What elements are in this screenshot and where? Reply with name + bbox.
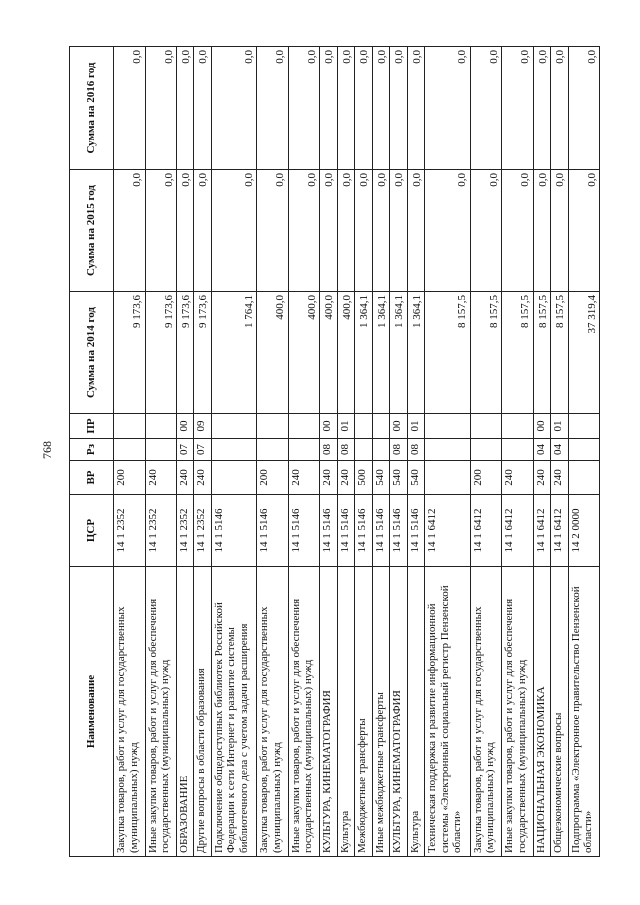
- cell-s2016: 0,0: [320, 47, 337, 170]
- cell-name: Межбюджетные трансферты: [355, 567, 372, 857]
- cell-csr: 14 1 5146: [320, 495, 337, 567]
- cell-s2016: 0,0: [533, 47, 550, 170]
- budget-table: [69, 46, 600, 857]
- cell-s2016: 0,0: [288, 47, 320, 170]
- cell-s2016: 0,0: [177, 47, 194, 170]
- cell-name: ОБРАЗОВАНИЕ: [177, 567, 194, 857]
- cell-s2015: 0,0: [407, 170, 424, 292]
- cell-vr: 240: [194, 461, 211, 495]
- header-csr: ЦСР: [70, 495, 114, 567]
- cell-pr: [470, 414, 502, 439]
- table-header-row: [70, 47, 114, 857]
- cell-s2014: 8 157,5: [551, 292, 568, 414]
- cell-pr: [257, 414, 289, 439]
- header-sum-2015: Сумма на 2015 год: [70, 170, 114, 292]
- table-row: [470, 47, 502, 857]
- cell-s2014: 400,0: [257, 292, 289, 414]
- header-sum-2016: Сумма на 2016 год: [70, 47, 114, 170]
- cell-rz: [114, 439, 146, 461]
- cell-pr: [502, 414, 534, 439]
- cell-rz: [211, 439, 257, 461]
- table-row: [114, 47, 146, 857]
- table-row: [533, 47, 550, 857]
- cell-name: Культура: [407, 567, 424, 857]
- cell-s2015: 0,0: [372, 170, 389, 292]
- cell-s2015: 0,0: [320, 170, 337, 292]
- cell-s2015: 0,0: [211, 170, 257, 292]
- cell-s2016: 0,0: [470, 47, 502, 170]
- cell-s2015: 0,0: [390, 170, 407, 292]
- cell-rz: [425, 439, 471, 461]
- cell-s2014: 9 173,6: [194, 292, 211, 414]
- page-number: 768: [40, 441, 54, 459]
- cell-s2015: 0,0: [551, 170, 568, 292]
- cell-s2016: 0,0: [502, 47, 534, 170]
- cell-s2014: 400,0: [320, 292, 337, 414]
- cell-s2015: 0,0: [257, 170, 289, 292]
- cell-vr: [425, 461, 471, 495]
- cell-csr: 14 2 0000: [568, 495, 600, 567]
- cell-csr: 14 1 6412: [425, 495, 471, 567]
- cell-name: Общеэкономические вопросы: [551, 567, 568, 857]
- cell-csr: 14 1 5146: [288, 495, 320, 567]
- cell-pr: 00: [177, 414, 194, 439]
- cell-name: Техническая поддержка и развитие информационной системы «Электронный социальный регистр Пензенской области»: [425, 567, 471, 857]
- cell-rz: 04: [533, 439, 550, 461]
- cell-s2014: 8 157,5: [533, 292, 550, 414]
- cell-s2014: 400,0: [288, 292, 320, 414]
- cell-name: Закупка товаров, работ и услуг для государственных (муниципальных) нужд: [470, 567, 502, 857]
- cell-s2016: 0,0: [372, 47, 389, 170]
- cell-s2015: 0,0: [177, 170, 194, 292]
- cell-s2014: 9 173,6: [114, 292, 146, 414]
- cell-s2014: 37 319,4: [568, 292, 600, 414]
- cell-vr: 240: [502, 461, 534, 495]
- cell-vr: 540: [407, 461, 424, 495]
- table-row: [288, 47, 320, 857]
- cell-pr: 01: [407, 414, 424, 439]
- cell-rz: [372, 439, 389, 461]
- cell-vr: 240: [177, 461, 194, 495]
- cell-csr: 14 1 2352: [145, 495, 177, 567]
- cell-s2015: 0,0: [114, 170, 146, 292]
- cell-s2015: 0,0: [533, 170, 550, 292]
- cell-pr: [211, 414, 257, 439]
- cell-s2016: 0,0: [355, 47, 372, 170]
- cell-s2016: 0,0: [568, 47, 600, 170]
- cell-csr: 14 1 5146: [372, 495, 389, 567]
- cell-name: Закупка товаров, работ и услуг для государственных (муниципальных) нужд: [257, 567, 289, 857]
- cell-vr: 240: [337, 461, 354, 495]
- cell-s2014: 1 764,1: [211, 292, 257, 414]
- cell-rz: [502, 439, 534, 461]
- cell-s2016: 0,0: [425, 47, 471, 170]
- cell-s2015: 0,0: [288, 170, 320, 292]
- cell-vr: 200: [257, 461, 289, 495]
- cell-s2015: 0,0: [425, 170, 471, 292]
- cell-s2015: 0,0: [337, 170, 354, 292]
- table-row: [372, 47, 389, 857]
- cell-name: Иные межбюджетные трансферты: [372, 567, 389, 857]
- cell-s2014: 1 364,1: [372, 292, 389, 414]
- cell-name: Подпрограмма «Электронное правительство Пензенской области»: [568, 567, 600, 857]
- cell-name: Культура: [337, 567, 354, 857]
- cell-pr: 01: [551, 414, 568, 439]
- cell-s2016: 0,0: [114, 47, 146, 170]
- cell-s2014: 8 157,5: [470, 292, 502, 414]
- cell-rz: 07: [177, 439, 194, 461]
- cell-s2014: 8 157,5: [425, 292, 471, 414]
- cell-s2016: 0,0: [551, 47, 568, 170]
- cell-s2016: 0,0: [257, 47, 289, 170]
- cell-s2016: 0,0: [211, 47, 257, 170]
- table-row: [257, 47, 289, 857]
- cell-pr: [114, 414, 146, 439]
- cell-csr: 14 1 5146: [390, 495, 407, 567]
- cell-s2016: 0,0: [194, 47, 211, 170]
- cell-s2015: 0,0: [470, 170, 502, 292]
- cell-s2014: 8 157,5: [502, 292, 534, 414]
- cell-name: Иные закупки товаров, работ и услуг для обеспечения государственных (муниципальных) нужд: [288, 567, 320, 857]
- cell-name: КУЛЬТУРА, КИНЕМАТОГРАФИЯ: [320, 567, 337, 857]
- cell-csr: 14 1 5146: [211, 495, 257, 567]
- cell-vr: 240: [533, 461, 550, 495]
- cell-vr: 500: [355, 461, 372, 495]
- cell-rz: 08: [337, 439, 354, 461]
- table-row: [145, 47, 177, 857]
- cell-s2015: 0,0: [568, 170, 600, 292]
- cell-vr: 240: [288, 461, 320, 495]
- cell-vr: [211, 461, 257, 495]
- cell-s2015: 0,0: [194, 170, 211, 292]
- cell-rz: 07: [194, 439, 211, 461]
- cell-rz: [568, 439, 600, 461]
- cell-vr: 540: [390, 461, 407, 495]
- table-row: [211, 47, 257, 857]
- cell-csr: 14 1 6412: [533, 495, 550, 567]
- cell-name: Подключение общедоступных библиотек Российской Федерации к сети Интернет и развитие системы библиотечного дела с учетом задачи расширения: [211, 567, 257, 857]
- cell-csr: 14 1 2352: [194, 495, 211, 567]
- cell-name: КУЛЬТУРА, КИНЕМАТОГРАФИЯ: [390, 567, 407, 857]
- table-row: [194, 47, 211, 857]
- cell-name: Другие вопросы в области образования: [194, 567, 211, 857]
- cell-csr: 14 1 5146: [337, 495, 354, 567]
- cell-s2016: 0,0: [407, 47, 424, 170]
- cell-vr: 200: [114, 461, 146, 495]
- table-row: [568, 47, 600, 857]
- cell-csr: 14 1 2352: [177, 495, 194, 567]
- header-vr: ВР: [70, 461, 114, 495]
- cell-pr: 01: [337, 414, 354, 439]
- cell-name: Иные закупки товаров, работ и услуг для обеспечения государственных (муниципальных) нужд: [145, 567, 177, 857]
- cell-s2016: 0,0: [337, 47, 354, 170]
- cell-s2014: 9 173,6: [145, 292, 177, 414]
- cell-pr: [372, 414, 389, 439]
- cell-rz: [470, 439, 502, 461]
- cell-s2015: 0,0: [145, 170, 177, 292]
- cell-vr: 240: [551, 461, 568, 495]
- cell-pr: 00: [533, 414, 550, 439]
- cell-s2015: 0,0: [355, 170, 372, 292]
- table-row: [177, 47, 194, 857]
- table-row: [337, 47, 354, 857]
- cell-rz: [288, 439, 320, 461]
- cell-csr: 14 1 6412: [551, 495, 568, 567]
- table-row: [320, 47, 337, 857]
- cell-csr: 14 1 2352: [114, 495, 146, 567]
- cell-rz: [145, 439, 177, 461]
- cell-s2014: 1 364,1: [407, 292, 424, 414]
- cell-pr: [145, 414, 177, 439]
- header-sum-2014: Сумма на 2014 год: [70, 292, 114, 414]
- cell-vr: 200: [470, 461, 502, 495]
- header-rz: Рз: [70, 439, 114, 461]
- cell-vr: 240: [145, 461, 177, 495]
- budget-table-container: [69, 47, 600, 857]
- cell-name: Закупка товаров, работ и услуг для государственных (муниципальных) нужд: [114, 567, 146, 857]
- table-row: [407, 47, 424, 857]
- cell-csr: 14 1 5146: [355, 495, 372, 567]
- cell-pr: 09: [194, 414, 211, 439]
- cell-csr: 14 1 5146: [257, 495, 289, 567]
- cell-rz: 08: [390, 439, 407, 461]
- cell-pr: [425, 414, 471, 439]
- header-pr: ПР: [70, 414, 114, 439]
- header-name: Наименование: [70, 567, 114, 857]
- cell-pr: 00: [390, 414, 407, 439]
- cell-s2014: 400,0: [337, 292, 354, 414]
- table-row: [502, 47, 534, 857]
- cell-s2014: 1 364,1: [355, 292, 372, 414]
- table-row: [551, 47, 568, 857]
- cell-name: Иные закупки товаров, работ и услуг для обеспечения государственных (муниципальных) нужд: [502, 567, 534, 857]
- table-row: [355, 47, 372, 857]
- cell-pr: [568, 414, 600, 439]
- cell-vr: [568, 461, 600, 495]
- cell-rz: [257, 439, 289, 461]
- cell-vr: 240: [320, 461, 337, 495]
- cell-pr: [288, 414, 320, 439]
- cell-s2016: 0,0: [145, 47, 177, 170]
- cell-vr: 540: [372, 461, 389, 495]
- cell-csr: 14 1 6412: [502, 495, 534, 567]
- table-row: [425, 47, 471, 857]
- cell-s2016: 0,0: [390, 47, 407, 170]
- table-row: [390, 47, 407, 857]
- cell-rz: 08: [407, 439, 424, 461]
- cell-rz: [355, 439, 372, 461]
- cell-pr: [355, 414, 372, 439]
- cell-csr: 14 1 5146: [407, 495, 424, 567]
- cell-rz: 08: [320, 439, 337, 461]
- cell-s2014: 1 364,1: [390, 292, 407, 414]
- cell-pr: 00: [320, 414, 337, 439]
- cell-rz: 04: [551, 439, 568, 461]
- cell-name: НАЦИОНАЛЬНАЯ ЭКОНОМИКА: [533, 567, 550, 857]
- cell-s2015: 0,0: [502, 170, 534, 292]
- cell-s2014: 9 173,6: [177, 292, 194, 414]
- cell-csr: 14 1 6412: [470, 495, 502, 567]
